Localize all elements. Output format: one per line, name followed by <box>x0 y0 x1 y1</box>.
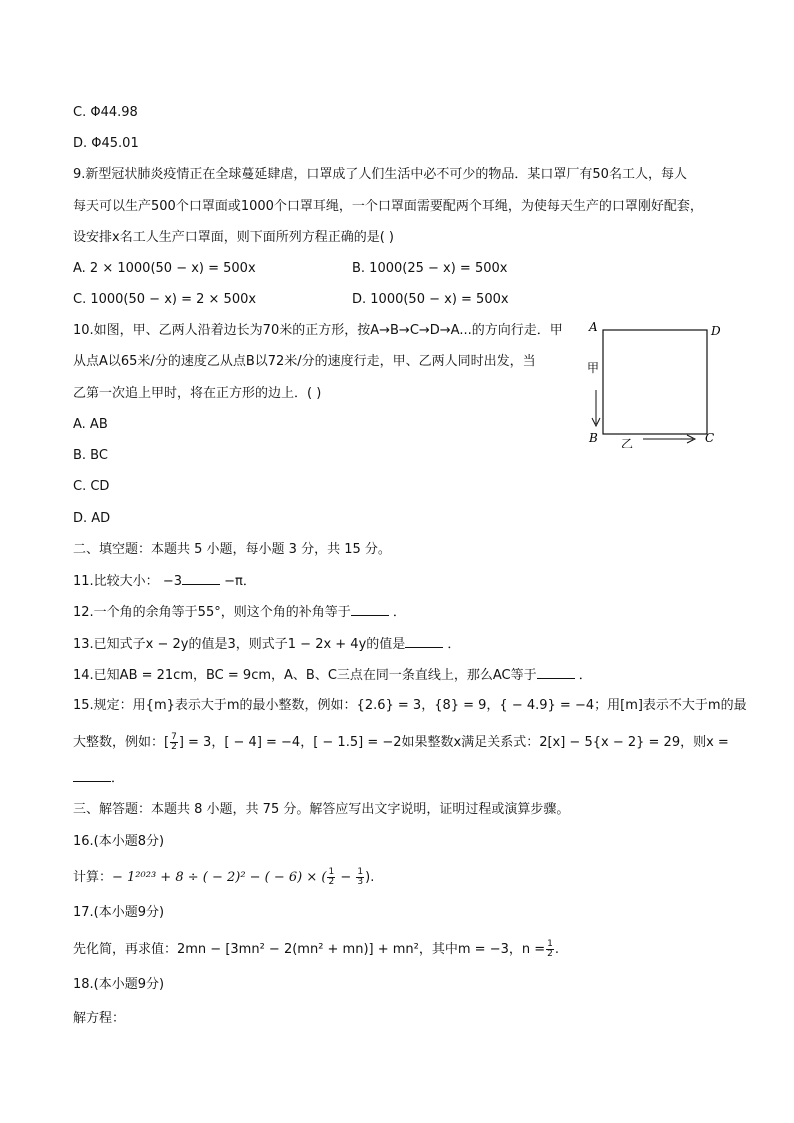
q9-option-b: B. 1000(25 − x) = 500x <box>352 261 508 276</box>
q11-right: −π． <box>224 574 256 589</box>
q10-stem-line2: 从点A以65米/分的速度乙从点B以72米/分的速度行走，甲、乙两人同时出发，当 <box>73 354 536 369</box>
vertex-label-d: D <box>711 324 721 338</box>
q11-blank <box>182 572 220 585</box>
q10-option-c: C. CD <box>73 479 110 494</box>
q15-fraction: $\frac{7}{2}$ <box>171 732 177 752</box>
person-label-yi: 乙 <box>621 437 634 448</box>
q13-blank <box>405 635 443 648</box>
q16-prefix: 计算： <box>73 870 113 885</box>
vertex-label-b: B <box>589 431 598 445</box>
q13 <box>73 635 460 654</box>
q8-option-d: D. Φ45.01 <box>73 136 139 151</box>
vertex-label-c: C <box>705 431 715 445</box>
section2-heading: 二、填空题：本题共 5 小题，每小题 3 分，共 15 分。 <box>73 542 391 557</box>
q16-expr-a: − 1²⁰²³ + 8 ÷ ( − 2)² − ( − 6) × ( <box>112 870 327 885</box>
q13-text: 13.已知式子x − 2y的值是3，则式子1 − 2x + 4y的值是 <box>73 637 406 652</box>
q17-end: . <box>554 942 560 957</box>
q17-text: 先化简，再求值：2mn − [3mn² − 2(mn² + mn)] + mn²，其中m = −3，n = <box>73 942 546 957</box>
q13-end: ． <box>447 637 461 652</box>
q16-end: ). <box>365 870 375 885</box>
q10-stem-line3: 乙第一次追上甲时，将在正方形的边上．( ) <box>73 386 322 401</box>
q9-stem-line1: 9.新型冠状肺炎疫情正在全球蔓延肆虐，口罩成了人们生活中必不可少的物品．某口罩厂有50名工人，每人 <box>73 167 687 182</box>
q10-option-d: D. AD <box>73 511 111 526</box>
q8-option-c: C. Φ44.98 <box>73 105 138 120</box>
q12-end: ． <box>392 605 406 620</box>
q10-option-b: B. BC <box>73 448 108 463</box>
q9-stem-line3: 设安排x名工人生产口罩面，则下面所列方程正确的是( ) <box>73 230 394 245</box>
q15-line2-a: 大整数，例如：[ <box>73 735 170 750</box>
q11 <box>73 572 256 591</box>
q11-prefix: 11.比较大小： <box>73 574 159 589</box>
q16-title: 16.(本小题8分) <box>73 834 165 849</box>
q17-fraction: $\frac{1}{2}$ <box>547 939 553 959</box>
q17-title: 17.(本小题9分) <box>73 905 165 920</box>
q15-end: ． <box>111 771 125 786</box>
person-label-jia: 甲 <box>587 361 600 375</box>
q9-option-a: A. 2 × 1000(50 − x) = 500x <box>73 261 256 276</box>
q18-title: 18.(本小题9分) <box>73 977 165 992</box>
q15-line2 <box>73 733 729 752</box>
q11-left: −3 <box>162 574 182 589</box>
q16-minus: − <box>336 870 356 885</box>
section3-heading: 三、解答题：本题共 8 小题，共 75 分。解答应写出文字说明，证明过程或演算步骤。 <box>73 802 570 817</box>
q12-blank <box>351 603 389 616</box>
q16-fraction-2: $\frac{1}{3}$ <box>357 867 364 887</box>
q17-expression <box>73 940 559 959</box>
q16-expression <box>73 868 374 887</box>
q15-line1: 15.规定：用{m}表示大于m的最小整数，例如：{2.6} = 3，{8} = 9，{ − 4.9} = −4；用[m]表示不大于m的最 <box>73 698 747 713</box>
q9-stem-line2: 每天可以生产500个口罩面或1000个口罩耳绳，一个口罩面需要配两个耳绳，为使每天生产的口罩刚好配套， <box>73 199 703 214</box>
q14 <box>73 666 592 685</box>
square-shape <box>603 330 707 434</box>
q14-end: ． <box>578 668 592 683</box>
q16-fraction-1: $\frac{1}{2}$ <box>328 867 335 887</box>
q15-line2-b: ] = 3，[ − 4] = −4，[ − 1.5] = −2如果整数x满足关系式：2[x] − 5{x − 2} = 29，则x = <box>178 735 729 750</box>
vertex-label-a: A <box>589 320 598 334</box>
q15-line3 <box>73 769 124 788</box>
q12-text: 12.一个角的余角等于55°，则这个角的补角等于 <box>73 605 351 620</box>
q18-text: 解方程： <box>73 1011 126 1026</box>
square-path-figure <box>585 318 725 448</box>
q14-text: 14.已知AB = 21cm，BC = 9cm，A、B、C三点在同一条直线上，那么AC等于 <box>73 668 537 683</box>
q9-option-d: D. 1000(50 − x) = 500x <box>352 292 509 307</box>
q10-stem-line1: 10.如图，甲、乙两人沿着边长为70米的正方形，按A→B→C→D→A...的方向行走．甲 <box>73 323 563 338</box>
q14-blank <box>537 666 575 679</box>
q12 <box>73 603 406 622</box>
q10-option-a: A. AB <box>73 417 108 432</box>
q15-blank <box>73 769 111 782</box>
q9-option-c: C. 1000(50 − x) = 2 × 500x <box>73 292 257 307</box>
